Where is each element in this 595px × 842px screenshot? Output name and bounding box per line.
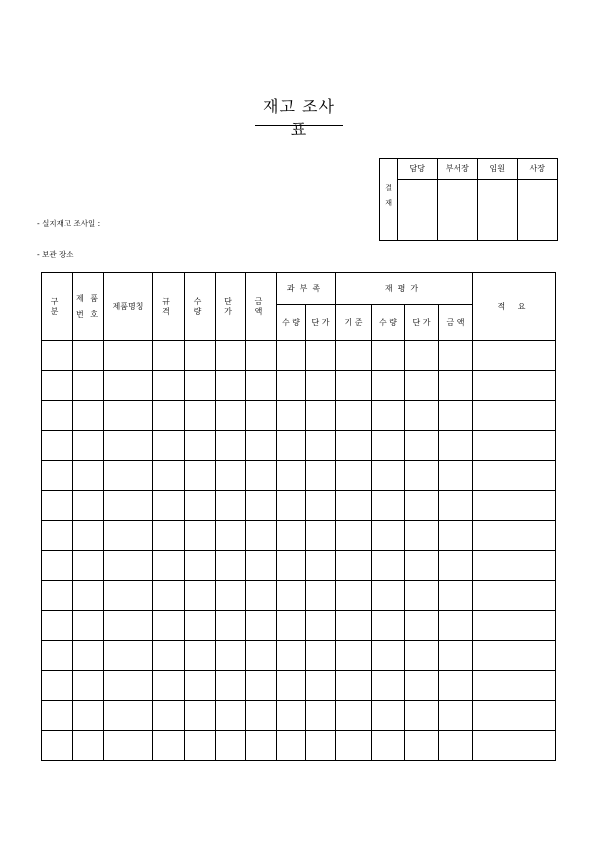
table-cell[interactable] [73,701,104,731]
table-row [42,611,556,641]
header-shortage-quantity: 수 량 [277,305,306,341]
table-cell[interactable] [185,551,216,581]
table-cell[interactable] [42,701,73,731]
approval-sign-president[interactable] [517,180,557,241]
table-cell[interactable] [336,731,372,761]
table-cell[interactable] [336,401,372,431]
header-shortage-group: 과부족 [277,273,336,305]
table-cell[interactable] [336,491,372,521]
table-cell[interactable] [73,731,104,761]
table-cell[interactable] [405,701,439,731]
header-valuation-amount: 금 액 [439,305,473,341]
table-cell[interactable] [246,701,277,731]
table-cell[interactable] [246,431,277,461]
table-cell[interactable] [473,641,556,671]
table-cell[interactable] [277,371,306,401]
table-cell[interactable] [306,371,336,401]
table-cell[interactable] [216,611,246,641]
table-cell[interactable] [439,521,473,551]
approval-sign-executive[interactable] [477,180,517,241]
table-cell[interactable] [405,341,439,371]
table-cell[interactable] [405,671,439,701]
table-cell[interactable] [185,521,216,551]
table-cell[interactable] [372,701,405,731]
table-cell[interactable] [439,341,473,371]
table-cell[interactable] [73,401,104,431]
table-row [42,491,556,521]
table-cell[interactable] [372,731,405,761]
table-cell[interactable] [153,431,185,461]
table-cell[interactable] [405,461,439,491]
table-cell[interactable] [73,371,104,401]
table-cell[interactable] [73,431,104,461]
table-cell[interactable] [104,731,153,761]
inventory-table [41,272,556,761]
table-cell[interactable] [104,611,153,641]
table-cell[interactable] [372,371,405,401]
table-cell[interactable] [277,731,306,761]
table-cell[interactable] [42,611,73,641]
table-cell[interactable] [439,401,473,431]
table-cell[interactable] [216,521,246,551]
table-cell[interactable] [216,401,246,431]
table-cell[interactable] [405,401,439,431]
table-cell[interactable] [216,731,246,761]
table-cell[interactable] [42,491,73,521]
table-cell[interactable] [73,521,104,551]
header-category: 구 분 [42,273,73,341]
table-cell[interactable] [306,431,336,461]
table-cell[interactable] [336,371,372,401]
table-cell[interactable] [153,371,185,401]
table-cell[interactable] [246,401,277,431]
table-cell[interactable] [306,401,336,431]
table-row [42,641,556,671]
table-cell[interactable] [216,371,246,401]
table-cell[interactable] [216,641,246,671]
table-row [42,581,556,611]
table-cell[interactable] [216,461,246,491]
table-cell[interactable] [216,341,246,371]
table-cell[interactable] [216,701,246,731]
header-remarks: 적 요 [473,273,556,341]
table-cell[interactable] [216,551,246,581]
table-cell[interactable] [246,491,277,521]
table-cell[interactable] [306,701,336,731]
table-row [42,371,556,401]
table-cell[interactable] [473,731,556,761]
table-cell[interactable] [42,371,73,401]
table-cell[interactable] [473,521,556,551]
table-cell[interactable] [277,581,306,611]
table-row [42,401,556,431]
table-row [42,731,556,761]
table-cell[interactable] [306,461,336,491]
table-cell[interactable] [246,611,277,641]
table-cell[interactable] [153,461,185,491]
table-cell[interactable] [473,431,556,461]
table-cell[interactable] [306,521,336,551]
table-cell[interactable] [104,491,153,521]
table-cell[interactable] [153,521,185,551]
table-cell[interactable] [153,341,185,371]
table-cell[interactable] [439,731,473,761]
table-row [42,341,556,371]
table-row [42,701,556,731]
table-cell[interactable] [439,581,473,611]
table-cell[interactable] [185,671,216,701]
table-cell[interactable] [439,641,473,671]
table-cell[interactable] [336,341,372,371]
table-cell[interactable] [185,341,216,371]
table-cell[interactable] [185,461,216,491]
table-cell[interactable] [473,491,556,521]
table-cell[interactable] [473,461,556,491]
table-cell[interactable] [439,551,473,581]
table-cell[interactable] [336,551,372,581]
table-cell[interactable] [104,671,153,701]
table-cell[interactable] [277,461,306,491]
table-cell[interactable] [153,401,185,431]
table-cell[interactable] [73,341,104,371]
inventory-date-label: - 실지재고 조사일 : [37,219,101,228]
table-cell[interactable] [405,491,439,521]
approval-sign-dept-head[interactable] [437,180,477,241]
table-cell[interactable] [73,581,104,611]
table-cell[interactable] [473,581,556,611]
table-cell[interactable] [277,341,306,371]
table-cell[interactable] [306,731,336,761]
table-cell[interactable] [104,641,153,671]
header-valuation-unit-price: 단 가 [405,305,439,341]
header-spec: 규 격 [153,273,185,341]
table-cell[interactable] [405,431,439,461]
table-cell[interactable] [473,341,556,371]
table-cell[interactable] [277,641,306,671]
header-quantity: 수 량 [185,273,216,341]
table-cell[interactable] [73,641,104,671]
table-row [42,521,556,551]
table-cell[interactable] [473,551,556,581]
table-cell[interactable] [216,431,246,461]
table-cell[interactable] [104,461,153,491]
table-cell[interactable] [185,641,216,671]
table-cell[interactable] [216,491,246,521]
table-cell[interactable] [405,611,439,641]
table-cell[interactable] [216,671,246,701]
header-product-name: 제품명칭 [104,273,153,341]
table-cell[interactable] [185,401,216,431]
table-cell[interactable] [336,701,372,731]
table-cell[interactable] [104,431,153,461]
table-cell[interactable] [439,701,473,731]
table-cell[interactable] [336,611,372,641]
table-cell[interactable] [73,461,104,491]
table-row [42,551,556,581]
header-valuation-quantity: 수 량 [372,305,405,341]
table-cell[interactable] [246,731,277,761]
table-cell[interactable] [473,701,556,731]
table-cell[interactable] [246,671,277,701]
table-cell[interactable] [185,371,216,401]
table-cell[interactable] [306,611,336,641]
approval-header-president: 사장 [517,159,557,180]
table-cell[interactable] [306,341,336,371]
table-cell[interactable] [104,581,153,611]
table-cell[interactable] [439,611,473,641]
table-cell[interactable] [73,491,104,521]
table-cell[interactable] [185,431,216,461]
table-cell[interactable] [336,461,372,491]
table-cell[interactable] [185,611,216,641]
table-cell[interactable] [153,581,185,611]
table-cell[interactable] [372,431,405,461]
table-cell[interactable] [372,341,405,371]
approval-label: 결재 [380,159,398,241]
table-row [42,431,556,461]
approval-header-manager: 담당 [397,159,437,180]
table-cell[interactable] [104,521,153,551]
table-cell[interactable] [372,491,405,521]
table-cell[interactable] [372,671,405,701]
inventory-rows [42,341,556,761]
table-cell[interactable] [405,581,439,611]
table-cell[interactable] [372,641,405,671]
header-unit-price: 단 가 [216,273,246,341]
approval-header-executive: 임원 [477,159,517,180]
table-cell[interactable] [42,521,73,551]
approval-header-dept-head: 부서장 [437,159,477,180]
table-cell[interactable] [153,611,185,641]
page-title: 재고 조사표 [263,97,335,139]
table-cell[interactable] [42,431,73,461]
table-cell[interactable] [104,371,153,401]
table-cell[interactable] [153,551,185,581]
table-row [42,461,556,491]
table-cell[interactable] [372,551,405,581]
table-cell[interactable] [104,551,153,581]
table-row [42,671,556,701]
table-cell[interactable] [473,671,556,701]
table-cell[interactable] [42,671,73,701]
table-cell[interactable] [473,371,556,401]
table-cell[interactable] [439,491,473,521]
table-cell[interactable] [306,641,336,671]
table-cell[interactable] [372,521,405,551]
table-cell[interactable] [277,551,306,581]
table-cell[interactable] [277,671,306,701]
table-cell[interactable] [42,551,73,581]
table-cell[interactable] [306,671,336,701]
table-cell[interactable] [306,551,336,581]
table-cell[interactable] [104,401,153,431]
table-cell[interactable] [306,581,336,611]
table-cell[interactable] [153,701,185,731]
storage-place-label: - 보관 장소 [37,250,74,259]
table-cell[interactable] [336,581,372,611]
table-cell[interactable] [246,581,277,611]
table-cell[interactable] [372,461,405,491]
table-cell[interactable] [246,551,277,581]
table-cell[interactable] [185,491,216,521]
table-cell[interactable] [336,431,372,461]
table-cell[interactable] [246,371,277,401]
table-cell[interactable] [153,641,185,671]
table-cell[interactable] [372,581,405,611]
table-cell[interactable] [185,731,216,761]
table-cell[interactable] [336,641,372,671]
table-cell[interactable] [42,341,73,371]
table-cell[interactable] [153,671,185,701]
table-cell[interactable] [473,401,556,431]
table-cell[interactable] [405,521,439,551]
table-cell[interactable] [306,491,336,521]
table-cell[interactable] [73,611,104,641]
table-cell[interactable] [439,461,473,491]
table-cell[interactable] [185,701,216,731]
table-cell[interactable] [277,401,306,431]
header-shortage-unit-price: 단 가 [306,305,336,341]
table-cell[interactable] [42,731,73,761]
header-valuation-group: 재평가 [336,273,473,305]
table-cell[interactable] [246,641,277,671]
table-cell[interactable] [405,371,439,401]
table-cell[interactable] [216,581,246,611]
table-cell[interactable] [42,581,73,611]
table-cell[interactable] [439,671,473,701]
table-cell[interactable] [42,401,73,431]
table-cell[interactable] [42,641,73,671]
table-cell[interactable] [277,521,306,551]
header-valuation-basis: 기 준 [336,305,372,341]
table-cell[interactable] [153,731,185,761]
table-cell[interactable] [153,491,185,521]
header-amount: 금 액 [246,273,277,341]
table-cell[interactable] [277,701,306,731]
table-cell[interactable] [277,431,306,461]
approval-box [379,158,558,241]
table-cell[interactable] [246,521,277,551]
title-underline [255,125,343,126]
table-cell[interactable] [277,491,306,521]
table-cell[interactable] [185,581,216,611]
table-cell[interactable] [104,341,153,371]
table-cell[interactable] [372,611,405,641]
table-cell[interactable] [405,641,439,671]
table-cell[interactable] [473,611,556,641]
table-cell[interactable] [336,521,372,551]
table-cell[interactable] [42,461,73,491]
table-cell[interactable] [405,551,439,581]
table-cell[interactable] [439,371,473,401]
table-cell[interactable] [405,731,439,761]
table-cell[interactable] [336,671,372,701]
table-cell[interactable] [372,401,405,431]
table-cell[interactable] [246,461,277,491]
table-cell[interactable] [73,551,104,581]
table-cell[interactable] [104,701,153,731]
approval-sign-manager[interactable] [397,180,437,241]
table-cell[interactable] [439,431,473,461]
table-cell[interactable] [277,611,306,641]
table-cell[interactable] [246,341,277,371]
table-cell[interactable] [73,671,104,701]
header-product-number: 제 품 번 호 [73,273,104,341]
